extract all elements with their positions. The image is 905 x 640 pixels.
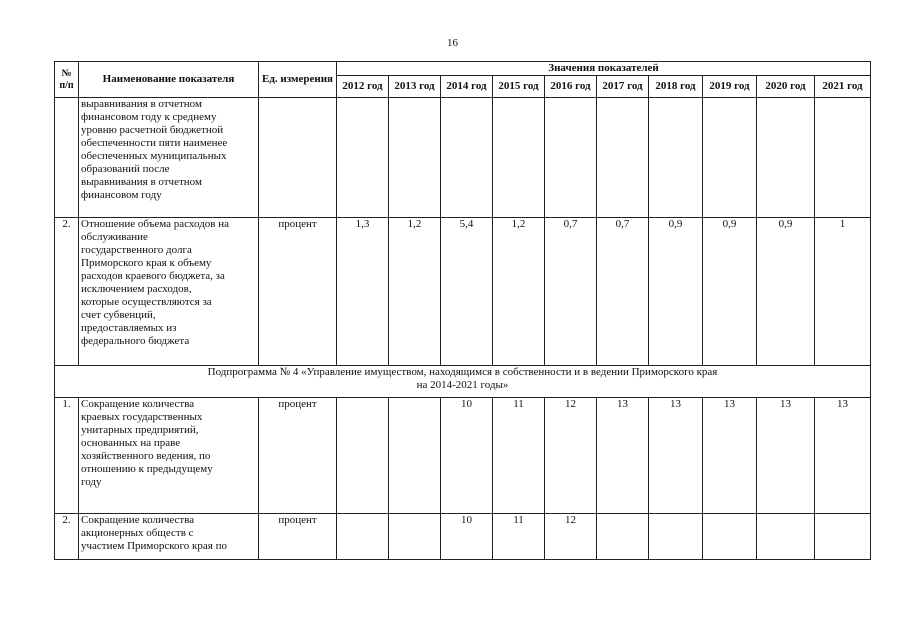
indicator-name: выравнивания в отчетном финансовом году к среднему уровню расчетной бюджетной обеспеченности пяти наименее обеспеченных муниципальных образований после выравнивания в отчетном финансовом году [79, 98, 259, 218]
value-cell: 12 [545, 514, 597, 560]
table-row [55, 98, 871, 218]
value-cell [649, 514, 703, 560]
header-year: 2021 год [815, 76, 871, 98]
value-cell [389, 514, 441, 560]
value-cell [597, 514, 649, 560]
unit: процент [259, 218, 337, 366]
value-cell [337, 98, 389, 218]
value-cell: 10 [441, 514, 493, 560]
value-cell: 13 [703, 398, 757, 514]
value-cell: 0,9 [703, 218, 757, 366]
header-year: 2012 год [337, 76, 389, 98]
header-year: 2013 год [389, 76, 441, 98]
row-num [55, 98, 79, 218]
value-cell: 0,9 [757, 218, 815, 366]
value-cell: 1,2 [389, 218, 441, 366]
table-row [55, 398, 871, 514]
value-cell: 1 [815, 218, 871, 366]
value-cell: 11 [493, 398, 545, 514]
row-num: 1. [55, 398, 79, 514]
value-cell [703, 98, 757, 218]
value-cell: 5,4 [441, 218, 493, 366]
subprogram-title: Подпрограмма № 4 «Управление имуществом, находящимся в собственности и в ведении Приморского края на 2014-2021 годы» [55, 366, 871, 398]
indicator-name: Сокращение количества акционерных обществ с участием Приморского края по [79, 514, 259, 560]
value-cell [597, 98, 649, 218]
value-cell: 13 [815, 398, 871, 514]
value-cell [389, 398, 441, 514]
page-number: 16 [447, 37, 458, 49]
header-year: 2015 год [493, 76, 545, 98]
unit: процент [259, 514, 337, 560]
value-cell: 12 [545, 398, 597, 514]
value-cell [337, 398, 389, 514]
indicators-table [54, 61, 871, 560]
header-year: 2016 год [545, 76, 597, 98]
value-cell [389, 98, 441, 218]
header-year: 2017 год [597, 76, 649, 98]
header-unit: Ед. измерения [259, 62, 337, 98]
header-year: 2020 год [757, 76, 815, 98]
header-year: 2014 год [441, 76, 493, 98]
value-cell: 1,3 [337, 218, 389, 366]
value-cell [337, 514, 389, 560]
table-row [55, 514, 871, 560]
header-name: Наименование показателя [79, 62, 259, 98]
value-cell: 0,7 [597, 218, 649, 366]
value-cell: 0,9 [649, 218, 703, 366]
row-num: 2. [55, 218, 79, 366]
table-row [55, 218, 871, 366]
row-num: 2. [55, 514, 79, 560]
value-cell [649, 98, 703, 218]
value-cell: 10 [441, 398, 493, 514]
header-num: № п/п [55, 62, 79, 98]
value-cell: 0,7 [545, 218, 597, 366]
value-cell [441, 98, 493, 218]
value-cell: 13 [649, 398, 703, 514]
value-cell [493, 98, 545, 218]
value-cell: 13 [757, 398, 815, 514]
value-cell [545, 98, 597, 218]
value-cell [703, 514, 757, 560]
header-year: 2019 год [703, 76, 757, 98]
indicator-name: Сокращение количества краевых государственных унитарных предприятий, основанных на праве хозяйственного ведения, по отношению к предыдущему году [79, 398, 259, 514]
value-cell [757, 514, 815, 560]
value-cell [815, 514, 871, 560]
value-cell: 11 [493, 514, 545, 560]
unit: процент [259, 398, 337, 514]
value-cell [815, 98, 871, 218]
header-year: 2018 год [649, 76, 703, 98]
section-row [55, 366, 871, 398]
header-values-group: Значения показателей [337, 62, 871, 76]
value-cell: 1,2 [493, 218, 545, 366]
indicator-name: Отношение объема расходов на обслуживание государственного долга Приморского края к объему расходов краевого бюджета, за исключением расходов, которые осуществляются за счет субвенций, предоставляемых из федерального бюджета [79, 218, 259, 366]
value-cell [757, 98, 815, 218]
unit [259, 98, 337, 218]
value-cell: 13 [597, 398, 649, 514]
